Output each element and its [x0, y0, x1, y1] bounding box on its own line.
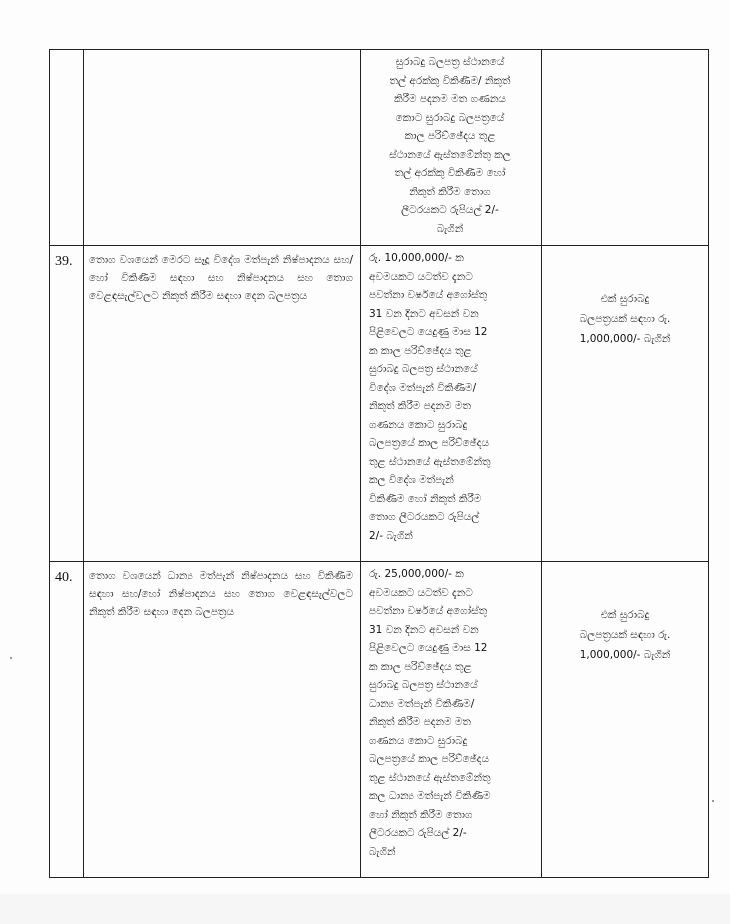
amount-line: 2/- බැගින්: [369, 529, 413, 542]
amount-line: නිකුත් කිරීම පදනම මත: [369, 400, 471, 412]
row-number: 40.: [55, 570, 73, 585]
row-number: [50, 50, 83, 58]
amount-line: ක කාල පරිච්ඡේදය තුළ: [369, 344, 472, 357]
amount-line: කල විදේශ මත්පැන්: [369, 474, 454, 486]
fee-line: 1,000,000/- බැගින්: [579, 649, 671, 661]
amount-line: නිකුත් කිරීම පදනම මත: [369, 716, 471, 728]
fee-cell: [542, 562, 709, 878]
page-bottom-band: [0, 894, 730, 924]
scan-speck: [10, 657, 12, 659]
description-cell: [84, 50, 361, 246]
amount-line: බලපත්‍රයේ කාල පරිච්ඡේදය: [369, 753, 489, 765]
amount-line: තුළ ස්ථානයේ ඇස්තමේන්තු: [369, 771, 491, 784]
amount-line: කිරීම පදනම මත ගණනය: [394, 93, 506, 105]
amount-line: හෝ නිකුත් කිරීම තොග: [369, 808, 473, 821]
amount-line: කල ධාන්‍ය මත්පැන් විකිණීම: [369, 790, 491, 802]
fee-text: [542, 246, 708, 349]
amount-line: ගණනය කොට සුරාබදු: [369, 418, 468, 431]
amount-line: 31 වන දිනට අවසන් වන: [369, 623, 479, 636]
license-description: [84, 50, 360, 55]
amount-line: බැගින්: [369, 845, 396, 858]
amount-line: බලපත්‍රයේ කාල පරිච්ඡේදය: [369, 437, 489, 449]
amount-line: තල් අරක්කු විකිණීම/ නිකුත්: [389, 74, 511, 87]
amount-line: ක කාල පරිච්ඡේදය තුළ: [369, 660, 472, 673]
table-row: [50, 50, 709, 246]
amount-cell: [361, 562, 542, 878]
amount-line: තුළ ස්ථානයේ ඇස්තමේන්තු: [369, 455, 491, 468]
table-row: [50, 246, 709, 562]
fee-text: [542, 562, 708, 665]
amount-line: සුරාබදු බලපත්‍ර ස්ථානයේ: [369, 363, 478, 375]
amount-text: [361, 50, 541, 240]
amount-line: පවත්නා වර්ෂයේ අගෝස්තු: [369, 289, 488, 301]
amount-line: බැගින්: [436, 222, 464, 235]
row-number-cell: [50, 50, 84, 246]
amount-line: ස්ථානයේ ඇස්තමේන්තු කල: [389, 148, 511, 161]
amount-text: [361, 246, 541, 547]
fee-cell: [542, 50, 709, 246]
amount-line: විකිණීම හෝ නිකුත් කිරීම: [369, 492, 482, 505]
amount-cell: [361, 246, 542, 562]
fee-line: බලපත්‍රයක් සඳහා රු.: [579, 313, 671, 325]
amount-line: සුරාබදු බලපත්‍ර ස්ථානයේ: [395, 56, 505, 68]
description-cell: [84, 246, 361, 562]
amount-line: විදේශ මත්පැන් විකිණීම/: [369, 381, 477, 394]
scan-speck: [712, 800, 714, 802]
amount-text: [361, 562, 541, 863]
row-number-cell: [50, 246, 84, 562]
row-number: 39.: [55, 254, 73, 269]
amount-line: 31 වන දිනට අවසන් වන: [369, 307, 479, 320]
amount-line: සුරාබදු බලපත්‍ර ස්ථානයේ: [369, 679, 478, 691]
table-row: [50, 562, 709, 878]
amount-line: ධාන්‍ය මත්පැන් විකිණීම/: [369, 697, 475, 710]
amount-line: රු. 10,000,000/- ක: [369, 252, 464, 264]
amount-line: රු. 25,000,000/- ක: [369, 568, 464, 580]
fee-line: එක් සුරාබදු: [600, 293, 650, 305]
fee-line: 1,000,000/- බැගින්: [579, 333, 671, 345]
amount-line: කොට සුරාබදු බලපත්‍රයේ: [395, 111, 505, 124]
fee-line: එක් සුරාබදු: [600, 609, 650, 621]
amount-line: අවමයකට යටත්ව දැනට: [369, 270, 473, 283]
amount-line: පිළිවෙලට යෙදුණු මාස 12: [369, 642, 488, 654]
amount-line: ගණනය කොට සුරාබදු: [369, 734, 468, 747]
fee-line: බලපත්‍රයක් සඳහා රු.: [579, 629, 671, 641]
amount-line: තොග ලීටරයකට රුපියල්: [369, 511, 480, 523]
license-fee-table: [49, 49, 709, 878]
license-description: තොග වශයෙන් ධාන්‍ය මත්පැන් නිෂ්පාදනය සහ විකිණීම සඳහා සහ/හෝ නිෂ්පාදනය සහ තොග වෙළඳසැල්වලට නිකුත් කිරීම සඳහා දෙන බලපත්‍රය: [89, 570, 353, 618]
amount-line: ලීටරයකට රුපියල් 2/-: [369, 827, 467, 839]
amount-line: පිළිවෙලට යෙදුණු මාස 12: [369, 326, 488, 338]
amount-line: අවමයකට යටත්ව දැනට: [369, 586, 473, 599]
description-cell: [84, 562, 361, 878]
row-number-cell: [50, 562, 84, 878]
amount-line: කාල පරිච්ඡේදය තුළ: [404, 130, 496, 142]
amount-line: තල් අරක්කු විකිණීම හෝ: [394, 167, 506, 179]
fee-cell: [542, 246, 709, 562]
amount-line: ලීටරයකට රුපියල් 2/-: [401, 204, 499, 216]
amount-cell: [361, 50, 542, 246]
amount-line: නිකුත් කිරීම තොග: [409, 185, 491, 198]
license-description: තොග වශයෙන් මෙරට සෑදූ විදේශ මත්පැන් නිෂ්පාදනය සහ/හෝ විකිණීම සඳහා සහ නිෂ්පාදනය සහ තොග වෙළඳසැල්වලට නිකුත් කිරීම සඳහා දෙන බලපත්‍රය: [89, 254, 353, 302]
amount-line: පවත්නා වර්ෂයේ අගෝස්තු: [369, 605, 488, 617]
